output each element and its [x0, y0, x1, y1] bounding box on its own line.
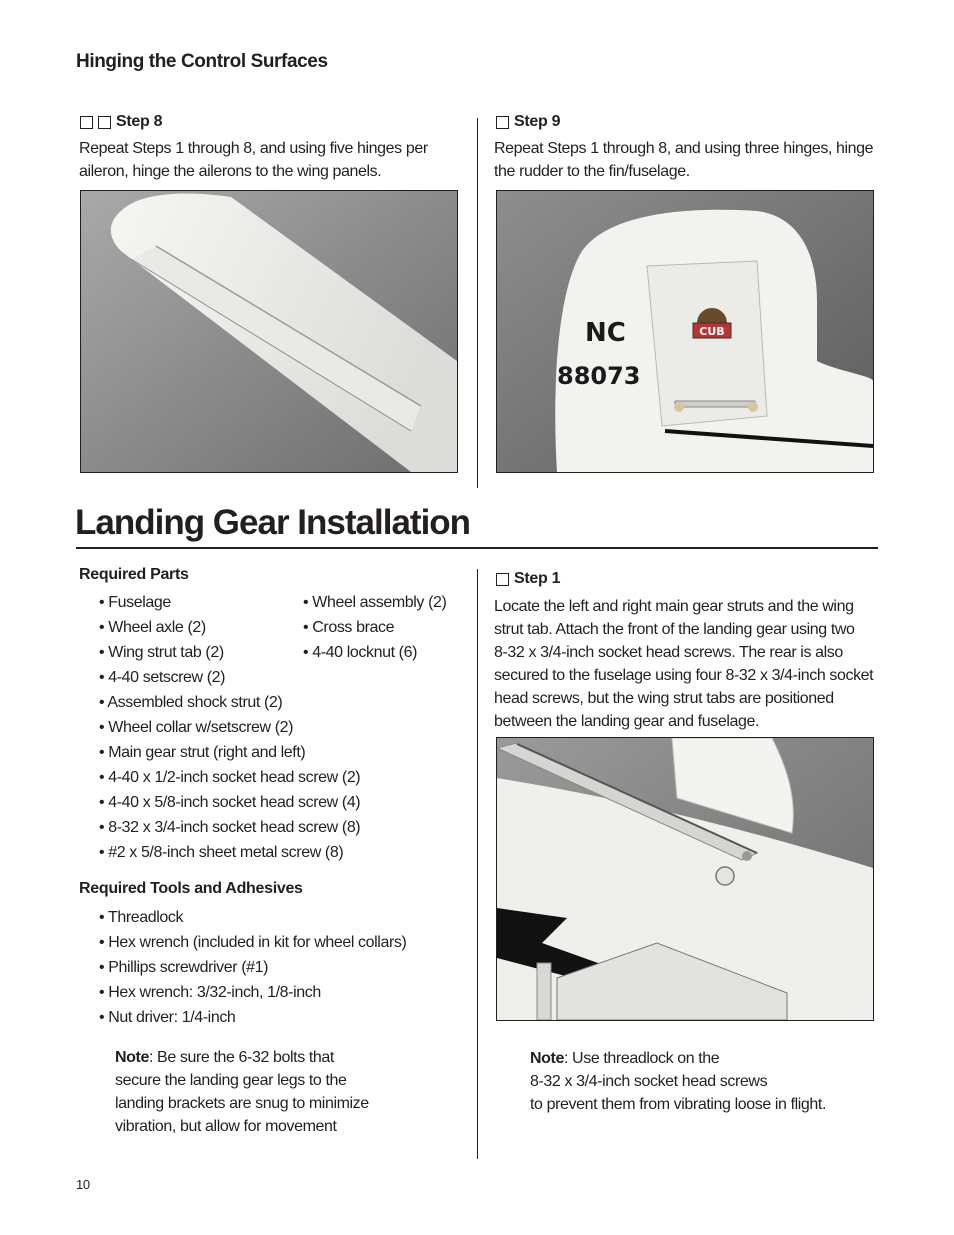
tool-item: • Nut driver: 1/4-inch: [99, 1005, 406, 1030]
step8-checkbox-1[interactable]: [80, 116, 93, 129]
tool-item: • Hex wrench (included in kit for wheel collars): [99, 930, 406, 955]
note-right-line2: 8-32 x 3/4-inch socket head screws: [530, 1073, 768, 1090]
step1-heading: [496, 570, 560, 588]
part-item: • Wheel collar w/setscrew (2): [99, 715, 360, 740]
page-number: 10: [76, 1177, 90, 1192]
cub-badge-text: CUB: [699, 325, 725, 338]
step9-heading: [496, 113, 560, 131]
step8-label: Step 8: [116, 113, 163, 130]
part-item: • Wheel assembly (2): [303, 590, 446, 615]
part-item: • Main gear strut (right and left): [99, 740, 360, 765]
note-left: [115, 1046, 369, 1138]
note-right-line1: : Use threadlock on the: [563, 1050, 720, 1067]
part-item: • 4-40 locknut (6): [303, 640, 446, 665]
part-item: • 4-40 x 5/8-inch socket head screw (4): [99, 790, 360, 815]
step1-checkbox[interactable]: [496, 573, 509, 586]
part-item: • Wheel axle (2): [99, 615, 360, 640]
step9-checkbox[interactable]: [496, 116, 509, 129]
step1-line: Locate the left and right main gear struts and the wing: [494, 598, 854, 615]
tool-item: • Threadlock: [99, 905, 406, 930]
step1-text: [494, 595, 873, 733]
tail-reg-number: 88073: [557, 362, 641, 390]
note-right: [530, 1047, 826, 1116]
required-tools-list: [99, 905, 406, 1030]
tail-reg-prefix: NC: [585, 318, 626, 348]
note-left-label: Note: [115, 1049, 149, 1066]
tool-item: • Hex wrench: 3/32-inch, 1/8-inch: [99, 980, 406, 1005]
part-item: • Fuselage: [99, 590, 360, 615]
part-item: • 4-40 setscrew (2): [99, 665, 360, 690]
step9-text-line2: the rudder to the fin/fuselage.: [494, 163, 690, 180]
part-item: • Cross brace: [303, 615, 446, 640]
step1-line: 8-32 x 3/4-inch socket head screws. The rear is also: [494, 644, 843, 661]
step1-label: Step 1: [514, 570, 561, 587]
landing-gear-title: Landing Gear Installation: [75, 503, 471, 542]
required-parts-col2: [303, 590, 446, 665]
step8-text-line1: Repeat Steps 1 through 8, and using five hinges per: [79, 140, 428, 157]
step9-text-line1: Repeat Steps 1 through 8, and using three hinges, hinge: [494, 140, 874, 157]
step1-line: strut tab. Attach the front of the landing gear using two: [494, 621, 855, 638]
required-tools-heading: Required Tools and Adhesives: [79, 880, 303, 897]
note-right-line3: to prevent them from vibrating loose in flight.: [530, 1096, 827, 1113]
note-left-line2: secure the landing gear legs to the: [115, 1072, 347, 1089]
part-item: • Assembled shock strut (2): [99, 690, 360, 715]
part-item: • Wing strut tab (2): [99, 640, 360, 665]
step9-text: [494, 137, 873, 183]
part-item: • 4-40 x 1/2-inch socket head screw (2): [99, 765, 360, 790]
required-parts-heading: Required Parts: [79, 566, 189, 583]
section-title: Hinging the Control Surfaces: [76, 51, 328, 72]
part-item: • 8-32 x 3/4-inch socket head screw (8): [99, 815, 360, 840]
step8-text: [79, 137, 428, 183]
note-left-line1: : Be sure the 6-32 bolts that: [148, 1049, 334, 1066]
step8-heading: [80, 113, 162, 131]
rudder-tail-photo: [496, 190, 874, 473]
column-divider-top: [477, 118, 478, 488]
landing-gear-photo: [496, 737, 874, 1021]
column-divider-bottom: [477, 569, 478, 1159]
step1-line: between the landing gear and fuselage.: [494, 713, 760, 730]
tool-item: • Phillips screwdriver (#1): [99, 955, 406, 980]
note-left-line4: vibration, but allow for movement: [115, 1118, 337, 1135]
note-left-line3: landing brackets are snug to minimize: [115, 1095, 369, 1112]
step1-line: head screws, but the wing strut tabs are positioned: [494, 690, 834, 707]
step1-line: secured to the fuselage using four 8-32 x 3/4-inch socket: [494, 667, 874, 684]
step8-text-line2: aileron, hinge the ailerons to the wing panels.: [79, 163, 382, 180]
part-item: • #2 x 5/8-inch sheet metal screw (8): [99, 840, 360, 865]
step8-checkbox-2[interactable]: [98, 116, 111, 129]
note-right-label: Note: [530, 1050, 564, 1067]
step9-label: Step 9: [514, 113, 561, 130]
wing-aileron-photo: [80, 190, 458, 473]
title-rule: [76, 547, 878, 549]
